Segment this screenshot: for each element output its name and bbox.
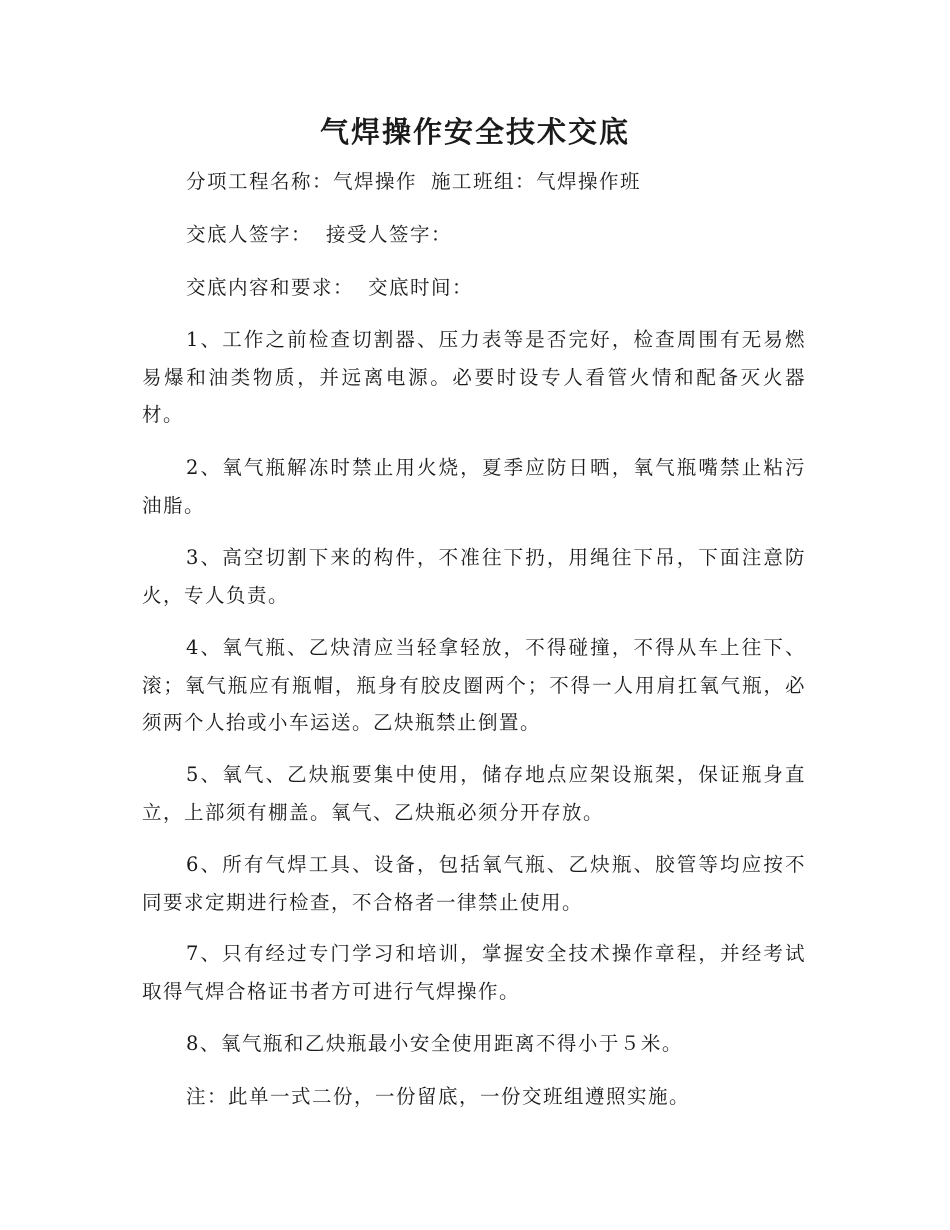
safety-item-8: 8、氧气瓶和乙炔瓶最小安全使用距离不得小于５米。 bbox=[186, 1032, 683, 1055]
disclosure-time-label: 交底时间： bbox=[368, 276, 474, 299]
receiver-signature-label: 接受人签字： bbox=[326, 223, 453, 246]
safety-item-3: 3、高空切割下来的构件，不准往下扔，用绳往下吊，下面注意防火，专人负责。 bbox=[142, 546, 806, 607]
safety-item-6: 6、所有气焊工具、设备，包括氧气瓶、乙炔瓶、胶管等均应按不同要求定期进行检查，不合格者一律禁止使用。 bbox=[142, 853, 806, 914]
safety-item-7: 7、只有经过专门学习和培训，掌握安全技术操作章程，并经考试取得气焊合格证书者方可进行气焊操作。 bbox=[142, 942, 806, 1003]
team-label: 施工班组：气焊操作班 bbox=[431, 170, 642, 193]
safety-item-1: 1、工作之前检查切割器、压力表等是否完好，检查周围有无易燃易爆和油类物质，并远离电源。必要时设专人看管火情和配备灭火器材。 bbox=[142, 328, 806, 426]
safety-item-4: 4、氧气瓶、乙炔清应当轻拿轻放，不得碰撞，不得从车上往下、滚；氧气瓶应有瓶帽，瓶身有胶皮圈两个；不得一人用肩扛氧气瓶，必须两个人抬或小车运送。乙炔瓶禁止倒置。 bbox=[142, 636, 806, 734]
content-requirements-label: 交底内容和要求： bbox=[186, 276, 355, 299]
safety-item-2: 2、氧气瓶解冻时禁止用火烧，夏季应防日晒，氧气瓶嘴禁止粘污油脂。 bbox=[142, 456, 806, 517]
discloser-signature-label: 交底人签字： bbox=[186, 223, 313, 246]
document-title: 气焊操作安全技术交底 bbox=[319, 115, 630, 149]
document-note: 注：此单一式二份，一份留底，一份交班组遵照实施。 bbox=[186, 1085, 691, 1108]
project-name-label: 分项工程名称：气焊操作 bbox=[186, 170, 418, 193]
project-info-line bbox=[186, 165, 641, 199]
safety-item-5: 5、氧气、乙炔瓶要集中使用，储存地点应架设瓶架，保证瓶身直立，上部须有棚盖。氧气、乙炔瓶必须分开存放。 bbox=[142, 763, 806, 824]
content-time-line bbox=[186, 271, 473, 305]
signature-line bbox=[186, 218, 452, 252]
